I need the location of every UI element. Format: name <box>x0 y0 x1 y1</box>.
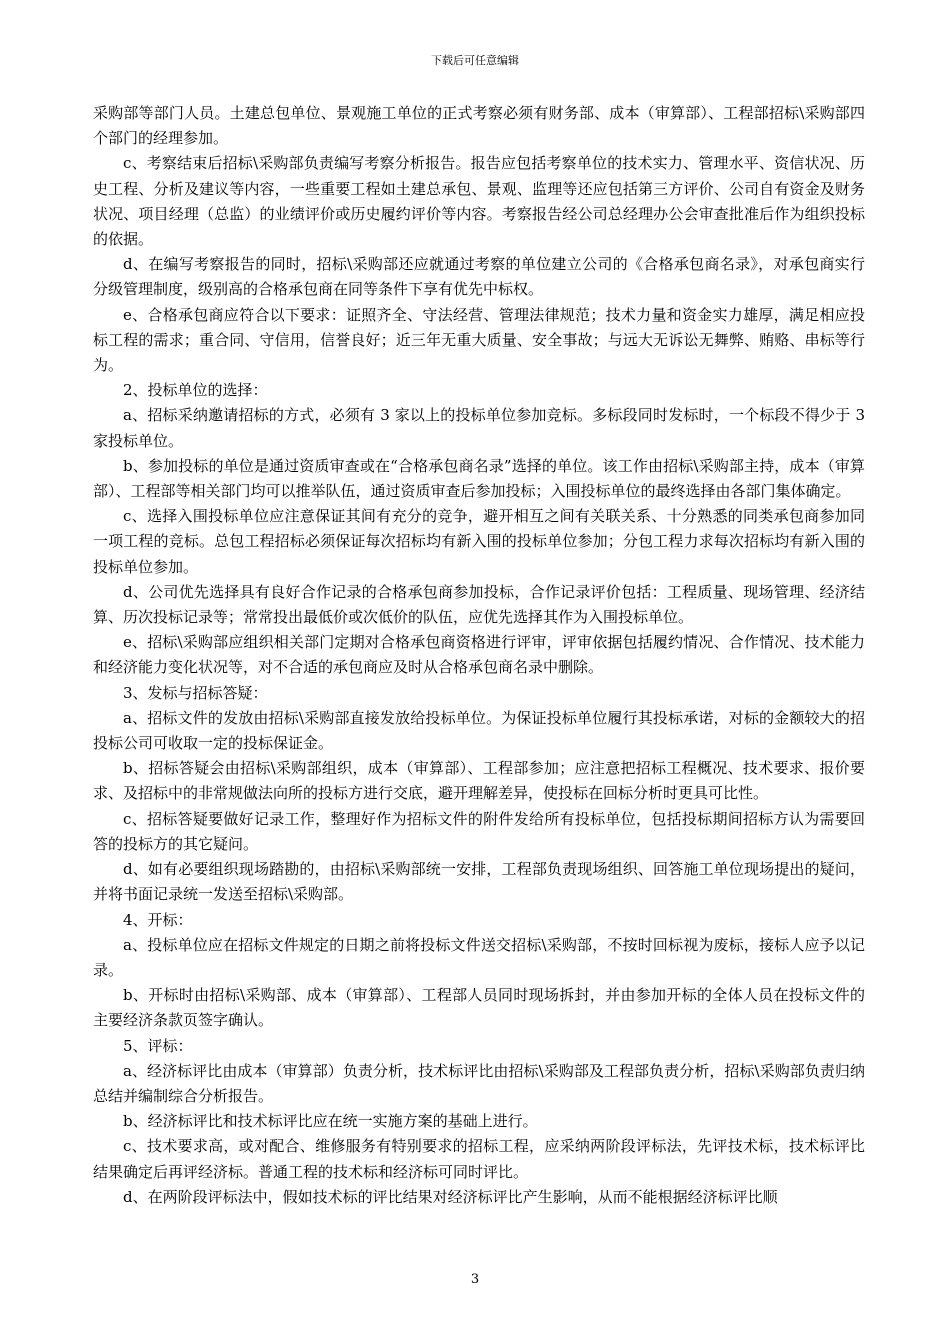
paragraph: d、公司优先选择具有良好合作记录的合格承包商参加投标，合作记录评价包括：工程质量、现场管理、经济结算、历次投标记录等；常常投出最低价或次低价的队伍，应优先选择其作为入围投标单位。 <box>93 582 865 627</box>
paragraph: d、在编写考察报告的同时，招标\采购部还应就通过考察的单位建立公司的《合格承包商名录》，对承包商实行分级管理制度，级别高的合格承包商在同等条件下享有优先中标权。 <box>93 255 865 299</box>
page-header: 下载后可任意编辑 <box>431 54 519 67</box>
paragraph: e、招标\采购部应组织相关部门定期对合格承包商资格进行评审，评审依据包括履约情况、合作情况、技术能力和经济能力变化状况等，对不合适的承包商应及时从合格承包商名录中删除。 <box>93 633 865 677</box>
paragraph: e、合格承包商应符合以下要求：证照齐全、守法经营、管理法律规范；技术力量和资金实力雄厚，满足相应投标工程的需求；重合同、守信用，信誉良好；近三年无重大质量、安全事故；与远大无诉讼无舞弊、贿赂、串标等行为。 <box>93 305 865 375</box>
paragraph: a、经济标评比由成本（审算部）负责分析，技术标评比由招标\采购部及工程部负责分析，招标\采购部负责归纳总结并编制综合分析报告。 <box>93 1061 865 1105</box>
paragraph: b、招标答疑会由招标\采购部组织，成本（审算部）、工程部参加；应注意把招标工程概况、技术要求、报价要求、及招标中的非常规做法向所的投标方进行交底，避开理解差异，使投标在回标分析时更具可比性。 <box>93 759 865 803</box>
section-heading: 5、评标： <box>123 1036 193 1055</box>
paragraph: c、选择入围投标单位应注意保证其间有充分的竞争，避开相互之间有关联关系、十分熟悉的同类承包商参加同一项工程的竞标。总包工程招标必须保证每次招标均有新入围的投标单位参加；分包工程力求每次招标均有新入围的投标单位参加。 <box>93 507 865 576</box>
paragraph-continuation: 采购部等部门人员。土建总包单位、景观施工单位的正式考察必须有财务部、成本（审算部）、工程部招标\采购部四个部门的经理参加。 <box>93 104 865 148</box>
paragraph: b、经济标评比和技术标评比应在统一实施方案的基础上进行。 <box>123 1112 538 1131</box>
paragraph: d、在两阶段评标法中，假如技术标的评比结果对经济标评比产生影响，从而不能根据经济标评比顺 <box>123 1187 778 1206</box>
paragraph: b、开标时由招标\采购部、成本（审算部）、工程部人员同时现场拆封，并由参加开标的全体人员在投标文件的主要经济条款页签字确认。 <box>93 986 865 1030</box>
paragraph: c、考察结束后招标\采购部负责编写考察分析报告。报告应包括考察单位的技术实力、管理水平、资信状况、历史工程、分析及建议等内容，一些重要工程如土建总承包、景观、监理等还应包括第三方评价、公司自有资金及财务状况、项目经理（总监）的业绩评价或历史履约评价等内容。考察报告经公司总经理办公会审查批准后作为组织投标的依据。 <box>93 154 865 249</box>
section-heading: 2、投标单位的选择： <box>123 381 268 400</box>
page-number: 3 <box>470 1272 480 1287</box>
paragraph: a、招标文件的发放由招标\采购部直接发放给投标单位。为保证投标单位履行其投标承诺，对标的金额较大的招投标公司可收取一定的投标保证金。 <box>93 708 865 753</box>
paragraph: b、参加投标的单位是通过资质审查或在“合格承包商名录”选择的单位。该工作由招标\采购部主持，成本（审算部）、工程部等相关部门均可以推举队伍，通过资质审查后参加投标；入围投标单位的最终选择由各部门集体确定。 <box>93 456 865 501</box>
paragraph: a、投标单位应在招标文件规定的日期之前将投标文件送交招标\采购部，不按时回标视为废标，接标人应予以记录。 <box>93 935 865 979</box>
paragraph: d、如有必要组织现场踏勘的，由招标\采购部统一安排，工程部负责现场组织、回答施工单位现场提出的疑问，并将书面记录统一发送至招标\采购部。 <box>93 860 865 904</box>
section-heading: 3、发标与招标答疑： <box>123 683 268 702</box>
section-heading: 4、开标： <box>123 910 193 929</box>
paragraph: c、招标答疑要做好记录工作，整理好作为招标文件的附件发给所有投标单位，包括投标期间招标方认为需要回答的投标方的其它疑问。 <box>93 809 865 853</box>
paragraph: a、招标采纳邀请招标的方式，必须有 3 家以上的投标单位参加竞标。多标段同时发标时，一个标段不得少于 3 家投标单位。 <box>93 406 865 450</box>
document-body <box>93 101 865 1210</box>
paragraph: c、技术要求高，或对配合、维修服务有特别要求的招标工程，应采纳两阶段评标法，先评技术标，技术标评比结果确定后再评经济标。普通工程的技术标和经济标可同时评比。 <box>93 1137 865 1181</box>
